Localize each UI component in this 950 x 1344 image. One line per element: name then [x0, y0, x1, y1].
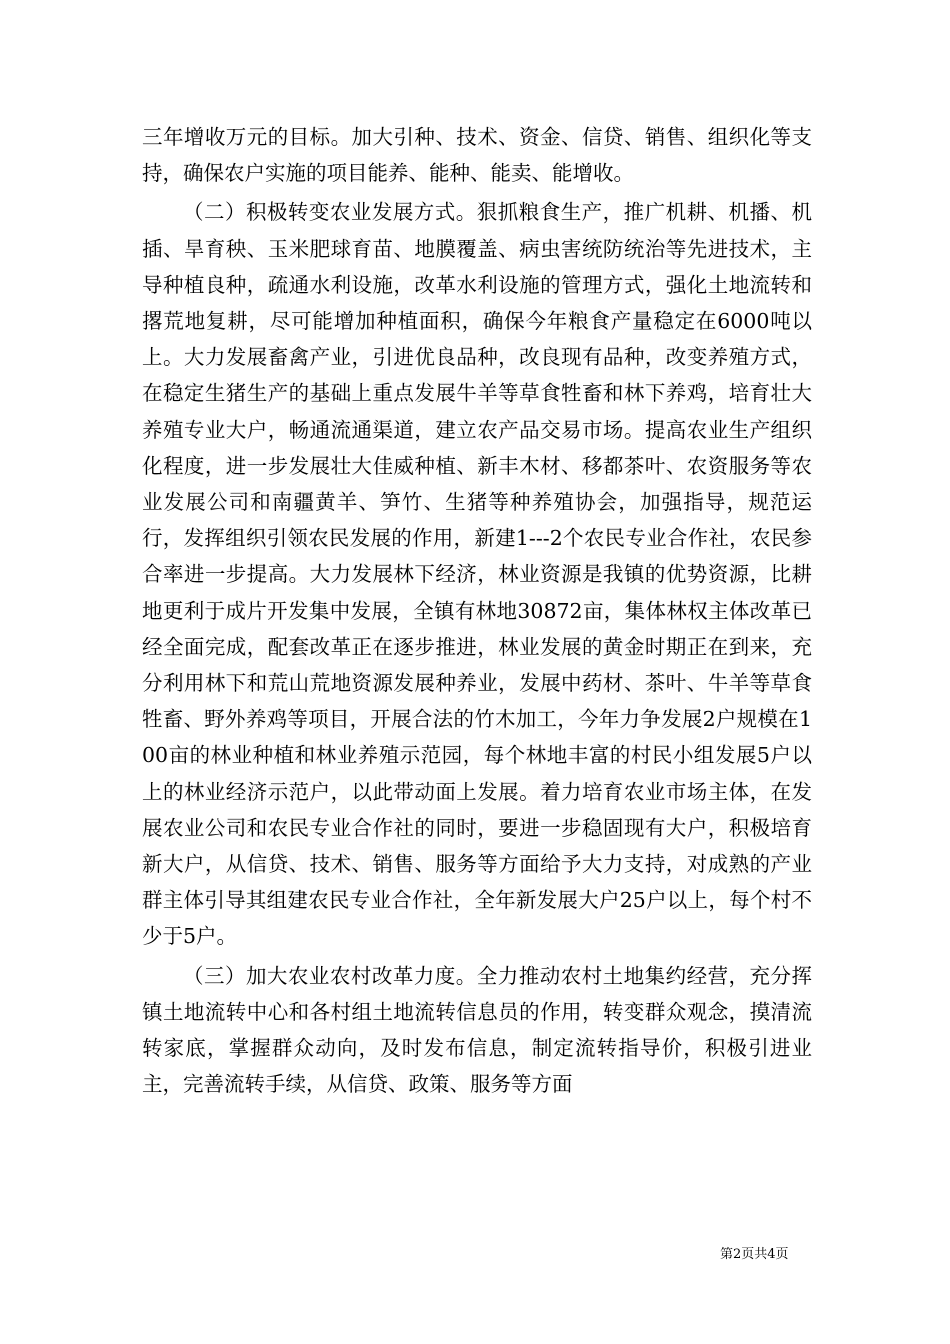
page-number-footer: 第2页共4页	[720, 1247, 789, 1262]
document-body	[142, 119, 812, 1105]
paragraph-section-three: （三）加大农业农村改革力度。全力推动农村土地集约经营，充分挥镇土地流转中心和各村组土地流转信息员的作用，转变群众观念，摸清流转家底，掌握群众动向，及时发布信息，制定流转指导价，积极引进业主，完善流转手续，从信贷、政策、服务等方面	[142, 963, 812, 1097]
paragraph-continuation: 三年增收万元的目标。加大引种、技术、资金、信贷、销售、组织化等支持，确保农户实施的项目能养、能种、能卖、能增收。	[142, 125, 812, 186]
paragraph-section-two: （二）积极转变农业发展方式。狠抓粮食生产，推广机耕、机播、机插、旱育秧、玉米肥球育苗、地膜覆盖、病虫害统防统治等先进技术，主导种植良种，疏通水利设施，改革水利设施的管理方式，强化土地流转和撂荒地复耕，尽可能增加种植面积，确保今年粮食产量稳定在6000吨以上。大力发展畜禽产业，引进优良品种，改良现有品种，改变养殖方式，在稳定生猪生产的基础上重点发展牛羊等草食牲畜和林下养鸡，培育壮大养殖专业大户，畅通流通渠道，建立农产品交易市场。提高农业生产组织化程度，进一步发展壮大佳威种植、新丰木材、移都茶叶、农资服务等农业发展公司和南疆黄羊、笋竹、生猪等种养殖协会，加强指导，规范运行，发挥组织引领农民发展的作用，新建1---2个农民专业合作社，农民参合率进一步提高。大力发展林下经济，林业资源是我镇的优势资源，比耕地更利于成片开发集中发展，全镇有林地30872亩，集体林权主体改革已经全面完成，配套改革正在逐步推进，林业发展的黄金时期正在到来，充分利用林下和荒山荒地资源发展种养业，发展中药材、茶叶、牛羊等草食牲畜、野外养鸡等项目，开展合法的竹木加工，今年力争发展2户规模在100亩的林业种植和林业养殖示范园，每个林地丰富的村民小组发展5户以上的林业经济示范户，以此带动面上发展。着力培育农业市场主体，在发展农业公司和农民专业合作社的同时，要进一步稳固现有大户，积极培育新大户，从信贷、技术、销售、服务等方面给予大力支持，对成熟的产业群主体引导其组建农民专业合作社，全年新发展大户25户以上，每个村不少于5户。	[142, 200, 812, 949]
